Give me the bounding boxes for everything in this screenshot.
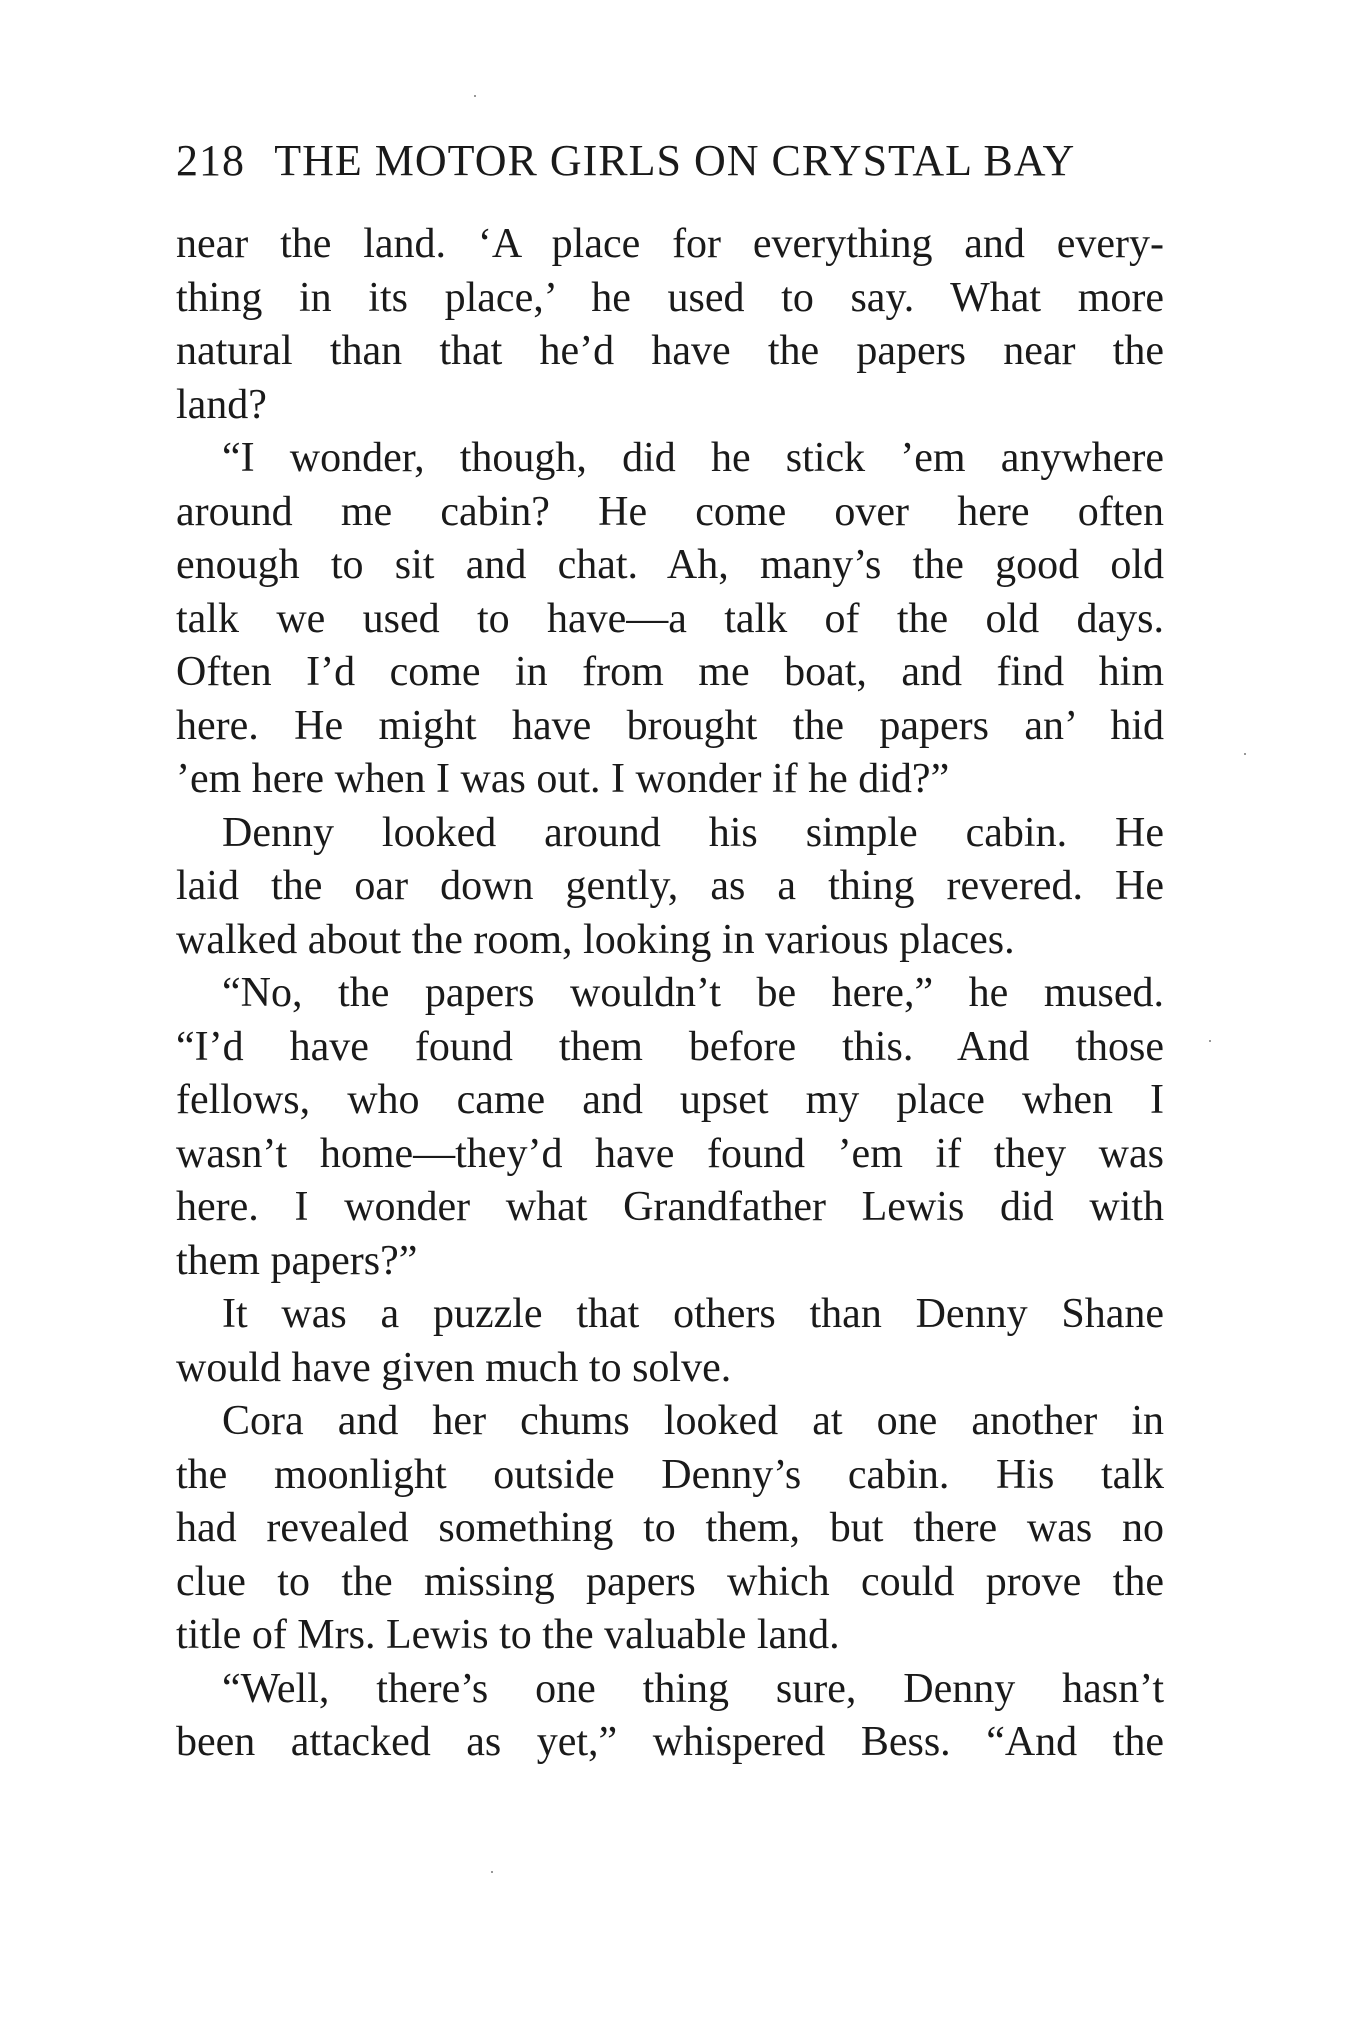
print-speck [491, 1871, 493, 1873]
text-line: thing in its place,’ he used to say. What more [176, 274, 1164, 321]
text-line: “I wonder, though, did he stick ’em anywhere [222, 435, 1164, 481]
text-line: title of Mrs. Lewis to the valuable land. [176, 1612, 840, 1658]
text-line: around me cabin? He come over here often [176, 488, 1164, 535]
text-line: fellows, who came and upset my place when I [176, 1077, 1164, 1123]
text-line: wasn’t home—they’d have found ’em if they was [176, 1130, 1164, 1177]
text-line: talk we used to have—a talk of the old days. [176, 595, 1164, 642]
text-line: been attacked as yet,” whispered Bess. “And the [176, 1719, 1164, 1765]
text-line: natural than that he’d have the papers near the [176, 328, 1164, 374]
page-number: 218 [176, 136, 245, 185]
text-line: here. He might have brought the papers an’ hid [176, 702, 1164, 749]
print-speck [1244, 753, 1246, 755]
text-line: them papers?” [176, 1237, 418, 1284]
print-speck [474, 95, 476, 97]
text-line: It was a puzzle that others than Denny Shane [222, 1291, 1164, 1337]
text-line: “No, the papers wouldn’t be here,” he mused. [222, 970, 1164, 1016]
text-line: laid the oar down gently, as a thing revered. He [176, 863, 1164, 909]
body-text [176, 218, 1164, 1770]
book-title: THE MOTOR GIRLS ON CRYSTAL BAY [274, 136, 1076, 185]
text-line: the moonlight outside Denny’s cabin. His talk [176, 1451, 1164, 1498]
text-line: Denny looked around his simple cabin. He [222, 809, 1164, 856]
text-line: clue to the missing papers which could prove the [176, 1558, 1164, 1605]
text-line: “Well, there’s one thing sure, Denny hasn’t [222, 1665, 1164, 1712]
text-line: Cora and her chums looked at one another in [222, 1398, 1164, 1444]
text-line: “I’d have found them before this. And those [176, 1023, 1164, 1070]
text-line: near the land. ‘A place for everything and every- [176, 221, 1164, 267]
running-head [176, 135, 1166, 187]
text-line: would have given much to solve. [176, 1344, 732, 1391]
text-line: had revealed something to them, but there was no [176, 1505, 1164, 1551]
print-speck [1209, 1040, 1211, 1042]
text-line: ’em here when I was out. I wonder if he did?” [176, 756, 950, 802]
text-line: walked about the room, looking in various places. [176, 916, 1015, 963]
text-line: land? [176, 381, 267, 428]
text-line: enough to sit and chat. Ah, many’s the good old [176, 542, 1164, 588]
text-line: here. I wonder what Grandfather Lewis did with [176, 1184, 1164, 1230]
text-line: Often I’d come in from me boat, and find him [176, 649, 1164, 695]
